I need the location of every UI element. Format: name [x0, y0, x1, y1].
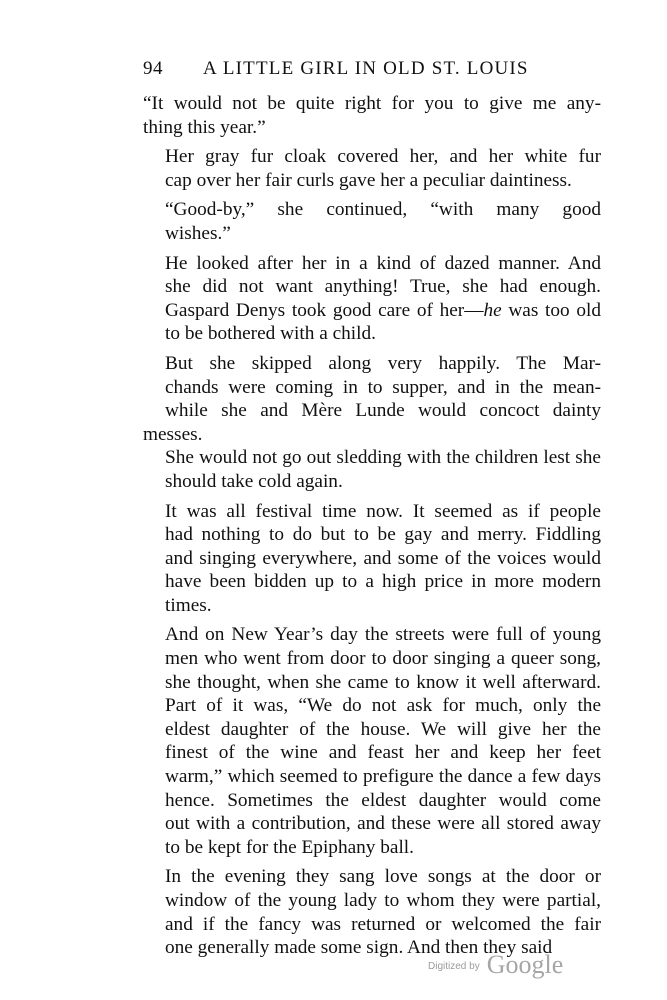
text-line: He looked after her in a kind of dazed manner. And [165, 252, 601, 274]
page-header [143, 58, 601, 84]
text-line: wishes.” [165, 222, 231, 244]
paragraph [143, 865, 601, 959]
text-line: to be bothered with a child. [165, 323, 376, 345]
text-line: she did not want anything! True, she had enough. [165, 276, 601, 298]
text-line: and singing everywhere, and some of the voices would [165, 547, 601, 569]
text-line: cap over her fair curls gave her a peculiar daintiness. [165, 169, 572, 191]
text-line: chands were coming in to supper, and in the mean- [165, 376, 601, 398]
text-line: “Good-by,” she continued, “with many good [165, 199, 601, 221]
text-line: had nothing to do but to be gay and merry. Fiddling [165, 524, 601, 546]
text-line: men who went from door to door singing a queer song, [165, 648, 601, 670]
text-line: It was all festival time now. It seemed as if people [165, 500, 601, 522]
paragraph [143, 198, 601, 245]
paragraph [143, 252, 601, 346]
page-number: 94 [143, 58, 163, 79]
text-line: out with a contribution, and these were all stored away [165, 813, 601, 835]
text-line: have been bidden up to a high price in more modern [165, 571, 601, 593]
text-line: In the evening they sang love songs at the door or [165, 866, 601, 888]
text-line: while she and Mère Lunde would concoct dainty messes. [143, 400, 601, 445]
text-line: Part of it was, “We do not ask for much, only the [165, 695, 601, 717]
text-line: Gaspard Denys took good care of her—he was too old [165, 299, 601, 321]
text-line: warm,” which seemed to prefigure the dance a few days [165, 766, 601, 788]
text-line: Her gray fur cloak covered her, and her white fur [165, 146, 601, 168]
digitized-by-text: Digitized by [428, 961, 480, 972]
paragraph [143, 623, 601, 859]
body-text [143, 92, 601, 966]
running-title: A LITTLE GIRL IN OLD ST. LOUIS [203, 58, 529, 79]
paragraph [143, 92, 601, 139]
text-line: should take cold again. [165, 470, 343, 492]
text-line: And on New Year’s day the streets were full of young [165, 624, 601, 646]
text-line: times. [165, 594, 212, 616]
text-line: But she skipped along very happily. The Mar- [165, 352, 601, 374]
text-line: thing this year.” [143, 116, 266, 138]
google-logo: Google [486, 950, 564, 979]
text-line: eldest daughter of the house. We will give her the [165, 718, 601, 740]
paragraph [143, 352, 601, 494]
text-line: She would not go out sledding with the children lest she [165, 447, 601, 469]
text-line: one generally made some sign. And then they said [165, 937, 553, 959]
text-line: hence. Sometimes the eldest daughter would come [165, 789, 601, 811]
text-line: finest of the wine and feast her and keep her feet [165, 742, 601, 764]
text-line: and if the fancy was returned or welcomed the fair [165, 913, 601, 935]
text-line: she thought, when she came to know it well afterward. [165, 671, 601, 693]
digitized-watermark [428, 950, 563, 980]
text-line: to be kept for the Epiphany ball. [165, 836, 414, 858]
text-line: “It would not be quite right for you to give me any- [143, 93, 601, 114]
paragraph [143, 145, 601, 192]
text-line: window of the young lady to whom they were partial, [165, 890, 601, 911]
paragraph [143, 500, 601, 618]
